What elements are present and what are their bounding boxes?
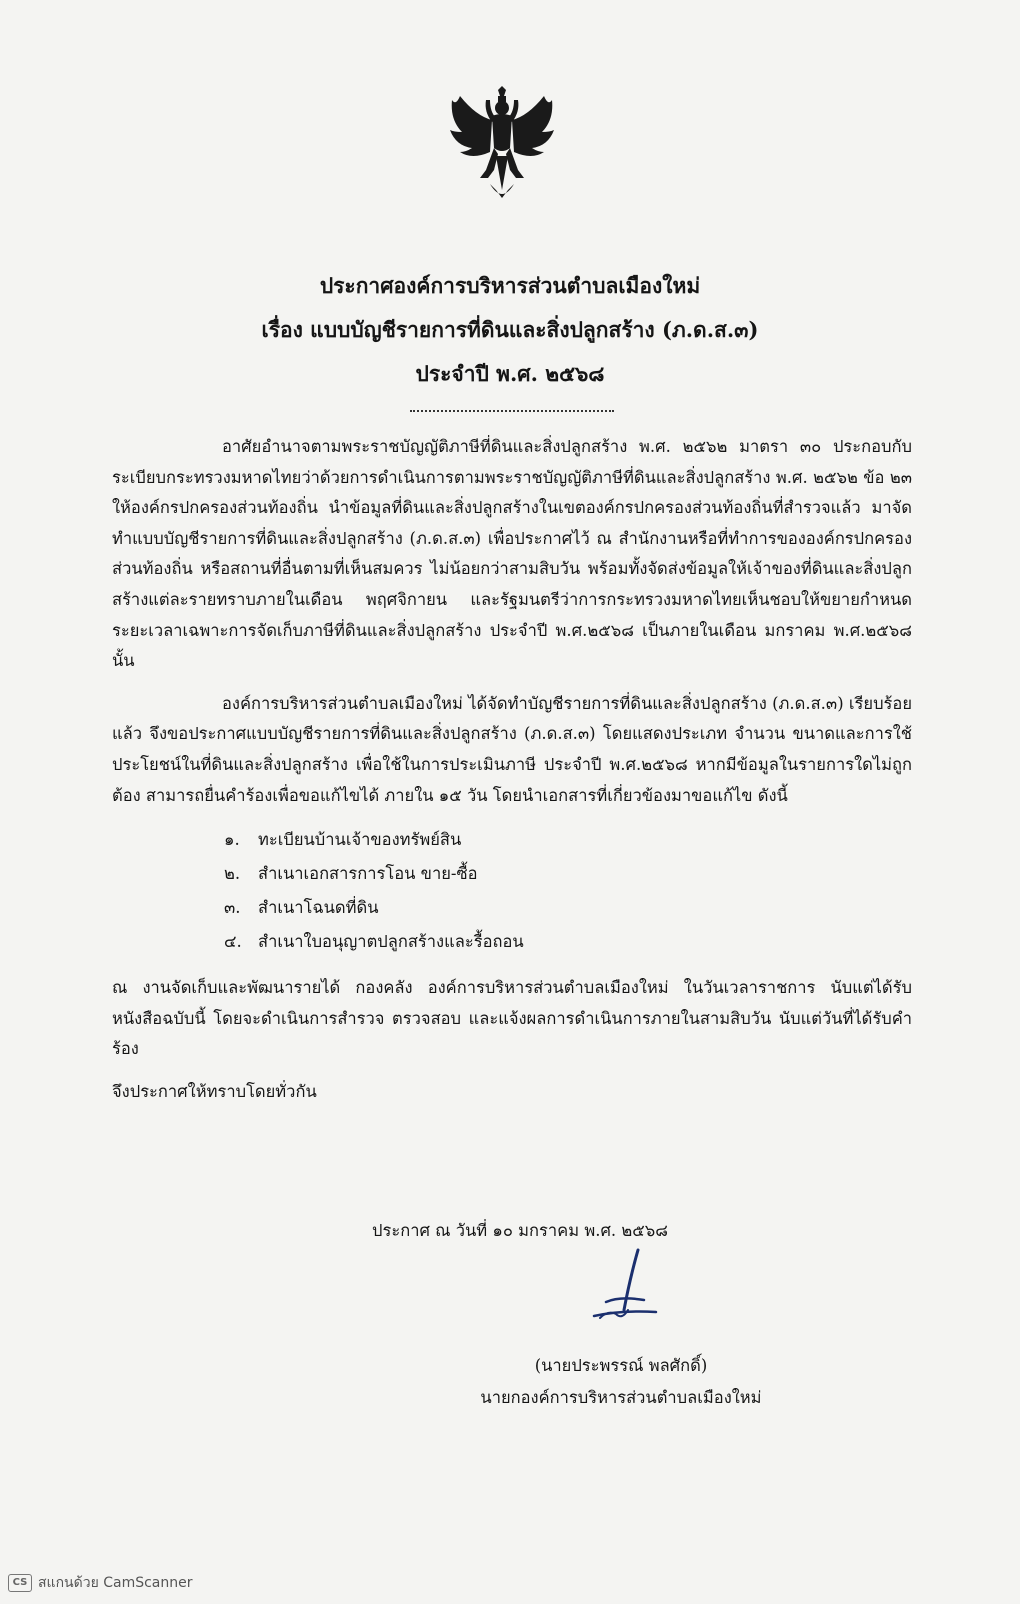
title-divider (410, 410, 614, 412)
list-item-number: ๔. (224, 932, 242, 952)
garuda-emblem-icon (446, 86, 558, 204)
announcement-title (0, 264, 1020, 396)
camscanner-text: สแกนด้วย CamScanner (38, 1575, 193, 1591)
signer-block (456, 1350, 786, 1414)
announcement-body (112, 432, 912, 1120)
list-item-number: ๑. (224, 830, 240, 850)
list-item-number: ๓. (224, 898, 241, 918)
title-line-1: ประกาศองค์การบริหารส่วนตำบลเมืองใหม่ (319, 273, 701, 298)
signer-name: (นายประพรรณ์ พลศักดิ์) (534, 1356, 708, 1375)
signature-icon (586, 1248, 666, 1328)
closing-statement: จึงประกาศให้ทราบโดยทั่วกัน (112, 1081, 317, 1101)
list-item-text: สำเนาโฉนดที่ดิน (258, 898, 379, 918)
camscanner-logo-icon: CS (8, 1574, 32, 1592)
list-item-number: ๒. (224, 864, 241, 884)
title-line-3: ประจำปี พ.ศ. ๒๕๖๘ (415, 361, 605, 386)
title-line-2: เรื่อง แบบบัญชีรายการที่ดินและสิ่งปลูกสร้าง (ภ.ด.ส.๓) (261, 317, 759, 342)
list-item (224, 925, 912, 959)
camscanner-watermark (8, 1572, 193, 1594)
list-item (224, 891, 912, 925)
list-item (224, 857, 912, 891)
list-item-text: ทะเบียนบ้านเจ้าของทรัพย์สิน (258, 830, 462, 850)
paragraph-announcement: องค์การบริหารส่วนตำบลเมืองใหม่ ได้จัดทำบัญชีรายการที่ดินและสิ่งปลูกสร้าง (ภ.ด.ส.๓) เรียบร้อยแล้ว จึงขอประกาศแบบบัญชีรายการที่ดินและสิ่งปลูกสร้าง (ภ.ด.ส.๓) โดยแสดงประเภท จำนวน ขนาดและการใช้ประโยชน์ในที่ดินและสิ่งปลูกสร้าง เพื่อใช้ในการประเมินภาษี ประจำปี พ.ศ.๒๕๖๘ หากมีข้อมูลในรายการใดไม่ถูกต้อง สามารถยื่นคำร้องเพื่อขอแก้ไขได้ ภายใน ๑๕ วัน โดยนำเอกสารที่เกี่ยวข้องมาขอแก้ไข ดังนี้ (112, 693, 912, 805)
signer-title: นายกองค์การบริหารส่วนตำบลเมืองใหม่ (480, 1388, 762, 1407)
announcement-date: ประกาศ ณ วันที่ ๑๐ มกราคม พ.ศ. ๒๕๖๘ (372, 1221, 668, 1240)
list-item-text: สำเนาเอกสารการโอน ขาย-ซื้อ (258, 864, 478, 884)
list-item (224, 823, 912, 857)
paragraph-authority: อาศัยอำนาจตามพระราชบัญญัติภาษีที่ดินและสิ่งปลูกสร้าง พ.ศ. ๒๕๖๒ มาตรา ๓๐ ประกอบกับระเบียบกระทรวงมหาดไทยว่าด้วยการดำเนินการตามพระราชบัญญัติภาษีที่ดินและสิ่งปลูกสร้าง พ.ศ. ๒๕๖๒ ข้อ ๒๓ ให้องค์กรปกครองส่วนท้องถิ่น นำข้อมูลที่ดินและสิ่งปลูกสร้างในเขตองค์กรปกครองส่วนท้องถิ่นที่สำรวจแล้ว มาจัดทำแบบบัญชีรายการที่ดินและสิ่งปลูกสร้าง (ภ.ด.ส.๓) เพื่อประกาศไว้ ณ สำนักงานหรือที่ทำการขององค์กรปกครองส่วนท้องถิ่น หรือสถานที่อื่นตามที่เห็นสมควร ไม่น้อยกว่าสามสิบวัน พร้อมทั้งจัดส่งข้อมูลให้เจ้าของที่ดินและสิ่งปลูกสร้างแต่ละรายทราบภายในเดือน พฤศจิกายน และรัฐมนตรีว่าการกระทรวงมหาดไทยเห็นชอบให้ขยายกำหนดระยะเวลาเฉพาะการจัดเก็บภาษีที่ดินและสิ่งปลูกสร้าง ประจำปี พ.ศ.๒๕๖๘ เป็นภายในเดือน มกราคม พ.ศ.๒๕๖๘ นั้น (112, 437, 912, 671)
required-documents-list (224, 823, 912, 959)
list-item-text: สำเนาใบอนุญาตปลูกสร้างและรื้อถอน (258, 932, 524, 952)
paragraph-submission: ณ งานจัดเก็บและพัฒนารายได้ กองคลัง องค์การบริหารส่วนตำบลเมืองใหม่ ในวันเวลาราชการ นับแต่ได้รับหนังสือฉบับนี้ โดยจะดำเนินการสำรวจ ตรวจสอบ และแจ้งผลการดำเนินการภายในสามสิบวัน นับแต่วันที่ได้รับคำร้อง (112, 978, 912, 1059)
